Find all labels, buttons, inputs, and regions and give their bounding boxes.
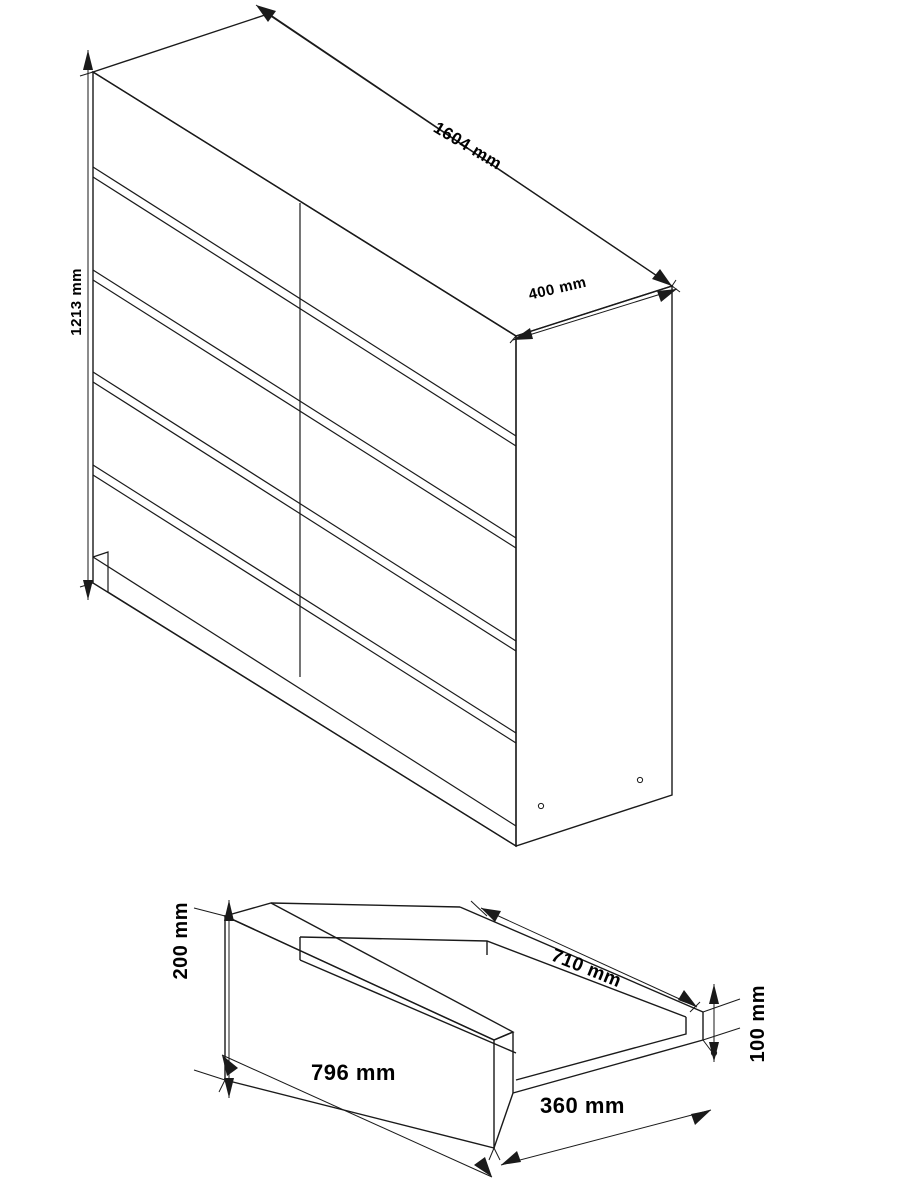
dimension-label-drawer-back-height: 100 mm	[747, 985, 769, 1063]
cabinet-outline	[93, 14, 672, 846]
drawer-outline	[225, 903, 703, 1148]
cabinet-side-holes	[538, 777, 642, 808]
dimension-drawer-height-right	[703, 984, 740, 1062]
dimension-label-cabinet-height: 1213 mm	[68, 268, 85, 336]
dimension-label-drawer-front-width: 796 mm	[311, 1060, 396, 1085]
cabinet-drawer-lines	[93, 167, 516, 846]
dimension-label-cabinet-width: 1604 mm	[430, 118, 506, 174]
dimension-label-cabinet-depth: 400 mm	[527, 273, 589, 304]
dimension-label-drawer-depth: 710 mm	[548, 945, 625, 993]
dimension-label-drawer-side-height: 200 mm	[170, 902, 192, 980]
dimension-label-drawer-front-depth: 360 mm	[540, 1093, 625, 1118]
